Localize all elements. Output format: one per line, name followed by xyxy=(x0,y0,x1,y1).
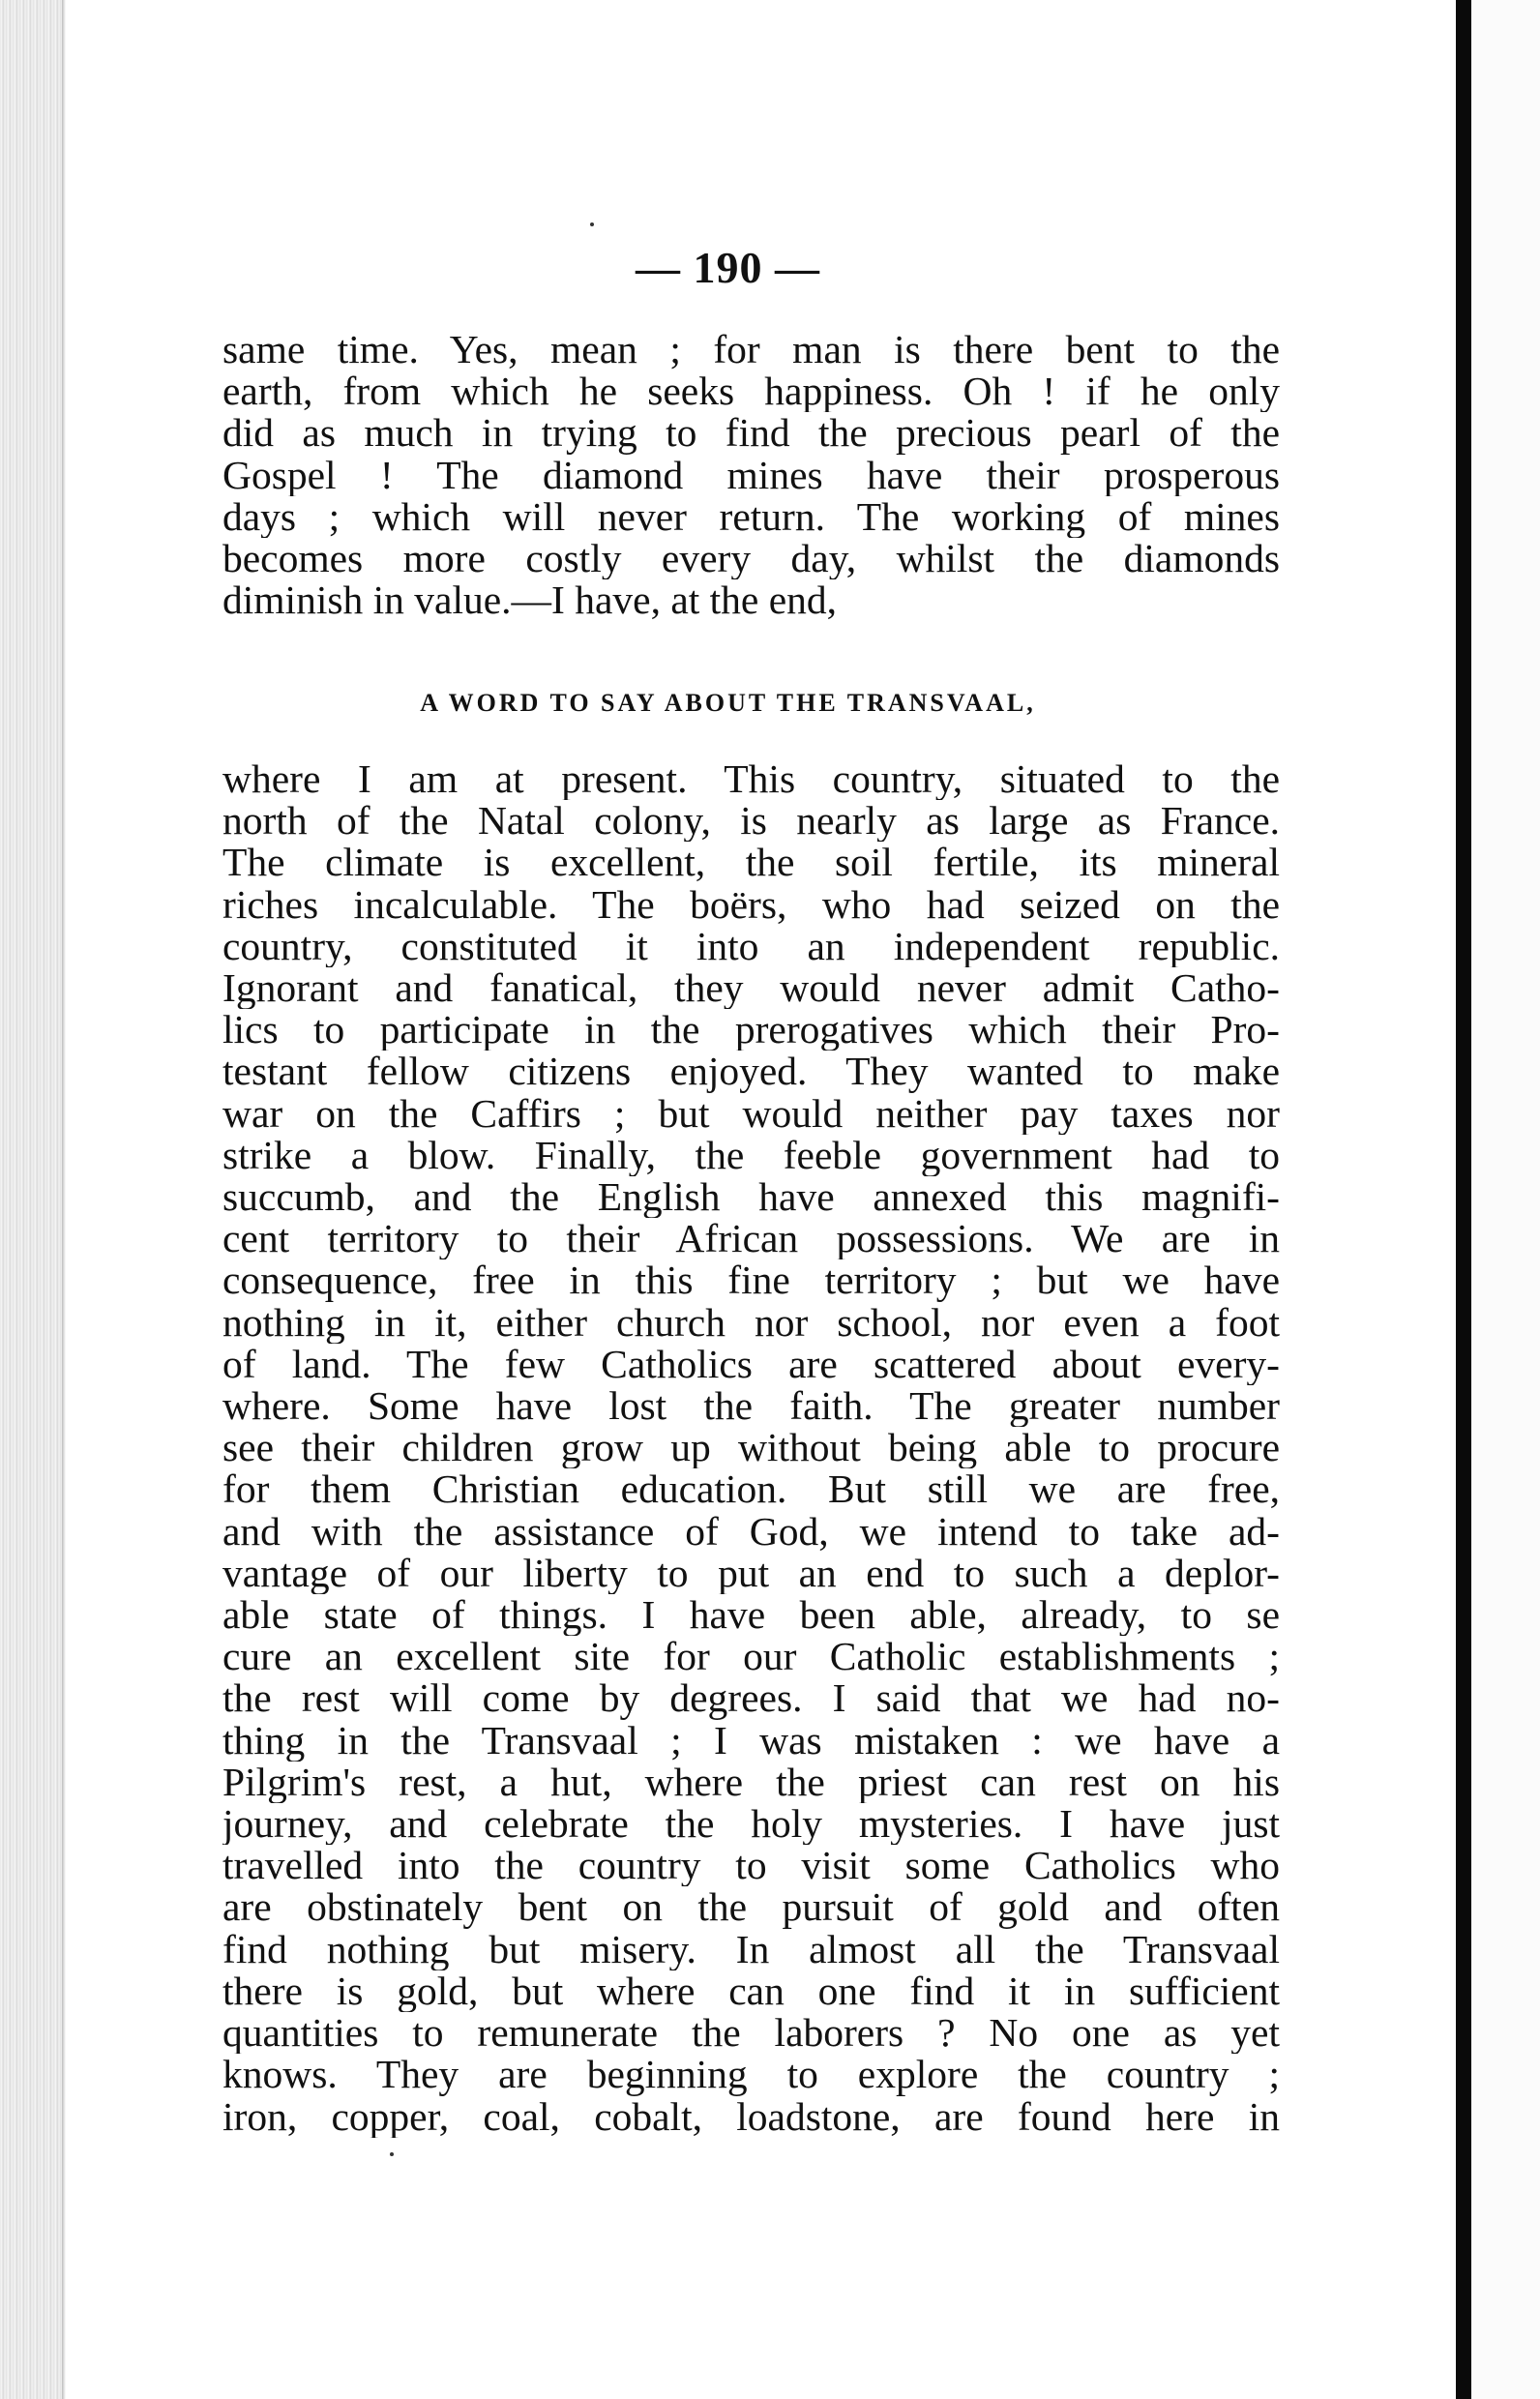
text-line: Gospel ! The diamond mines have their prosperous xyxy=(222,454,1280,496)
paragraph-continuation xyxy=(222,329,1280,621)
text-line: iron, copper, coal, cobalt, loadstone, are found here in xyxy=(222,2095,1280,2138)
print-speck xyxy=(590,222,594,226)
text-line: see their children grow up without being able to procure xyxy=(222,1427,1280,1469)
text-line: travelled into the country to visit some Catholics who xyxy=(222,1845,1280,1887)
text-line: testant fellow citizens enjoyed. They wanted to make xyxy=(222,1051,1280,1093)
text-line: thing in the Transvaal ; I was mistaken : we have a xyxy=(222,1719,1280,1762)
text-line: cent territory to their African possessions. We are in xyxy=(222,1218,1280,1260)
text-line: same time. Yes, mean ; for man is there bent to the xyxy=(222,329,1280,371)
print-speck xyxy=(390,2152,394,2156)
text-line: strike a blow. Finally, the feeble government had to xyxy=(222,1134,1280,1177)
text-line: for them Christian education. But still we are free, xyxy=(222,1468,1280,1511)
text-line: becomes more costly every day, whilst the diamonds xyxy=(222,538,1280,580)
text-line: are obstinately bent on the pursuit of gold and often xyxy=(222,1886,1280,1929)
text-line: able state of things. I have been able, already, to se xyxy=(222,1594,1280,1637)
text-line: riches incalculable. The boërs, who had seized on the xyxy=(222,883,1280,926)
text-line: journey, and celebrate the holy mysteries. I have just xyxy=(222,1803,1280,1846)
text-line: where I am at present. This country, situated to the xyxy=(222,758,1280,801)
text-line: lics to participate in the prerogatives which their Pro- xyxy=(222,1009,1280,1051)
text-line: earth, from which he seeks happiness. Oh ! if he only xyxy=(222,370,1280,413)
book-binding-edge xyxy=(0,0,62,2399)
section-heading: A WORD TO SAY ABOUT THE TRANSVAAL, xyxy=(420,689,1036,717)
text-line: Ignorant and fanatical, they would never admit Catho- xyxy=(222,967,1280,1010)
text-line: war on the Caffirs ; but would neither pay taxes nor xyxy=(222,1092,1280,1135)
page-gutter-shadow xyxy=(1456,0,1471,2399)
text-line: there is gold, but where can one find it in sufficient xyxy=(222,1970,1280,2013)
text-line: nothing in it, either church nor school, nor even a foot xyxy=(222,1301,1280,1344)
facing-page-edge xyxy=(1471,0,1540,2399)
text-line: of land. The few Catholics are scattered about every- xyxy=(222,1343,1280,1386)
text-line: quantities to remunerate the laborers ? No one as yet xyxy=(222,2012,1280,2055)
page-number: — 190 — xyxy=(636,243,820,292)
text-line: days ; which will never return. The working of mines xyxy=(222,495,1280,539)
text-line: and with the assistance of God, we intend to take ad- xyxy=(222,1510,1280,1553)
text-line: The climate is excellent, the soil fertile, its mineral xyxy=(222,842,1280,884)
text-line: Pilgrim's rest, a hut, where the priest can rest on his xyxy=(222,1761,1280,1804)
text-line: succumb, and the English have annexed this magnifi- xyxy=(222,1176,1280,1219)
text-line: where. Some have lost the faith. The greater number xyxy=(222,1385,1280,1428)
text-line: knows. They are beginning to explore the country ; xyxy=(222,2054,1280,2096)
text-line: cure an excellent site for our Catholic establishments ; xyxy=(222,1636,1280,1678)
text-line: diminish in value.—I have, at the end, xyxy=(222,579,838,622)
text-line: consequence, free in this fine territory ; but we have xyxy=(222,1259,1280,1302)
text-line: the rest will come by degrees. I said that we had no- xyxy=(222,1677,1280,1720)
text-line: find nothing but misery. In almost all the Transvaal xyxy=(222,1928,1280,1970)
text-line: did as much in trying to find the precious pearl of the xyxy=(222,412,1280,455)
text-line: country, constituted it into an independent republic. xyxy=(222,925,1280,968)
paragraph-transvaal xyxy=(222,758,1280,2138)
text-line: vantage of our liberty to put an end to such a deplor- xyxy=(222,1552,1280,1595)
text-line: north of the Natal colony, is nearly as large as France. xyxy=(222,800,1280,843)
